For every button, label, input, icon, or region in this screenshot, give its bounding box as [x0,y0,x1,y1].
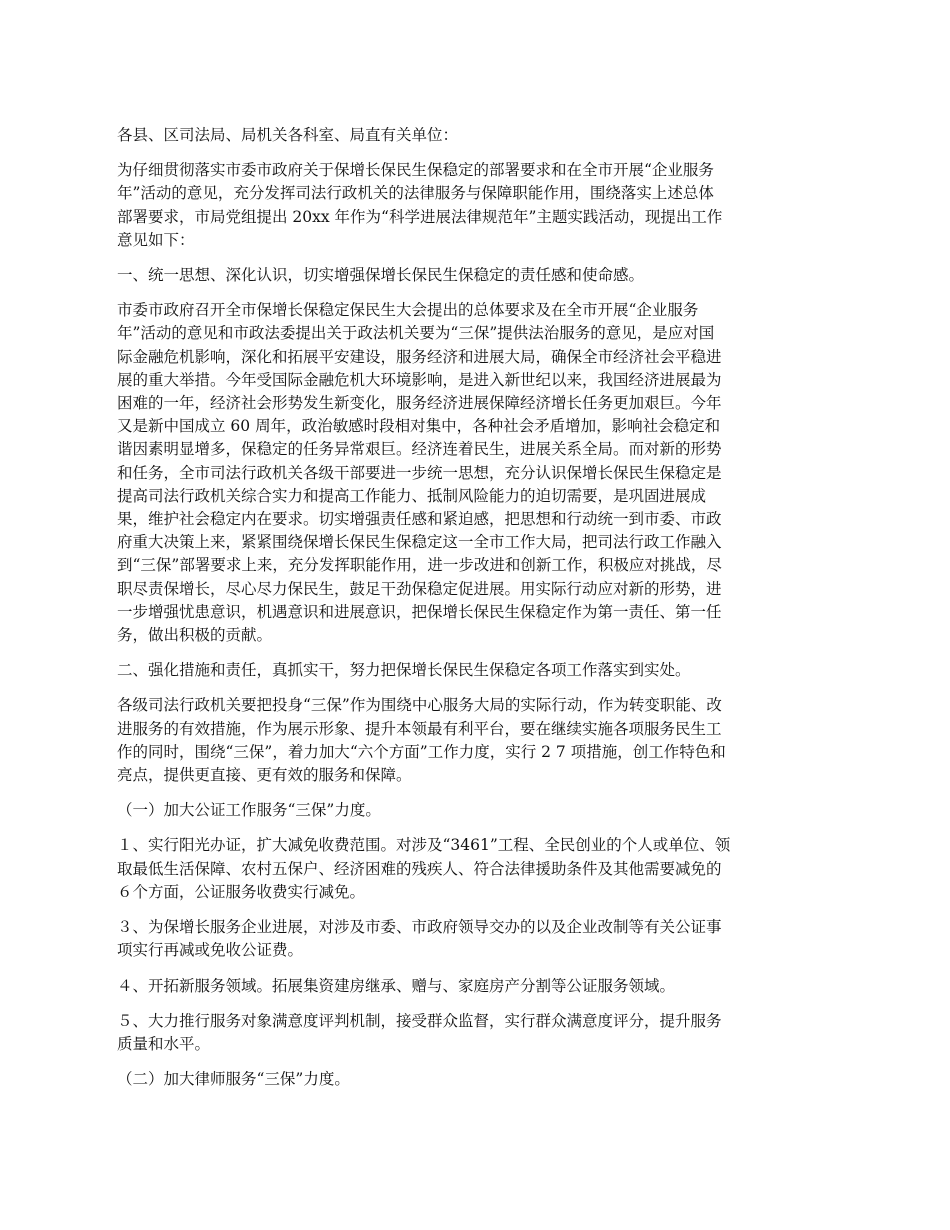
document-body [117,124,841,1103]
subsection-heading-2: （二）加大律师服务“三保”力度。 [117,1070,350,1089]
intro-paragraph: 为仔细贯彻落实市委市政府关于保增长保民生保稳定的部署要求和在全市开展“企业服务 年”活动的意见，充分发挥司法行政机关的法律服务与保障职能作用，围绕落实上述总体 部署要求，市局党组提出 20xx 年作为“科学进展法律规范年”主题实践活动，现提出工作 意见如下： [117,161,723,249]
salutation: 各县、区司法局、局机关各科室、局直有关单位： [117,126,459,144]
section-2-body: 各级司法行政机关要把投身“三保”作为围绕中心服务大局的实际行动，作为转变职能、改 进服务的有效措施，作为展示形象、提升本领最有利平台，要在继续实施各项服务民生工 作的同时，围绕“三保”，着力加大“六个方面”工作力度，实行 2 7 项措施，创工作特色和 亮点，提供更直接、更有效的服务和保障。 [117,696,726,785]
list-item-5: ５、大力推行服务对象满意度评判机制，接受群众监督，实行群众满意度评分，提升服务 质量和水平。 [117,1011,722,1053]
section-heading-1: 一、统一思想、深化认识，切实增强保增长保民生保稳定的责任感和使命感。 [117,266,645,285]
section-1-body: 市委市政府召开全市保增长保稳定保民生大会提出的总体要求及在全市开展“企业服务 年”活动的意见和市政法委提出关于政法机关要为“三保”提供法治服务的意见，是应对国 际金融危机影响，深化和拓展平安建设，服务经济和进展大局，确保全市经济社会平稳进 展的重大举措。今年受国际金融危机大环境影响，是进入新世纪以来，我国经济进展最为 困难的一年，经济社会形势发生新变化，服务经济进展保障经济增长任务更加艰巨。今年 又是新中国成立 60 周年，政治敏感时段相对集中，各种社会矛盾增加，影响社会稳定和 谐因素明显增多，保稳定的任务异常艰巨。经济连着民生，进展关系全局。而对新的形势 和任务，全市司法行政机关各级干部要进一步统一思想，充分认识保增长保民生保稳定是 提高司法行政机关综合实力和提高工作能力、抵制风险能力的迫切需要，是巩固进展成 果，维护社会稳定内在要求。切实增强责任感和紧迫感，把思想和行动统一到市委、市政 府重大决策上来，紧紧围绕保增长保民生保稳定这一全市工作大局，把司法行政工作融入 到“三保”部署要求上来，充分发挥职能作用，进一步改进和创新工作，积极应对挑战，尽 职尽责保增长，尽心尽力保民生，鼓足干劲保稳定促进展。用实际行动应对新的形势，进 一步增强忧患意识，机遇意识和进展意识，把保增长保民生保稳定作为第一责任、第一任 务，做出积极的贡献。 [117,301,722,645]
section-heading-2: 二、强化措施和责任，真抓实干，努力把保增长保民生保稳定各项工作落实到实处。 [117,661,691,680]
list-item-3: ３、为保增长服务企业进展，对涉及市委、市政府领导交办的以及企业改制等有关公证事 项实行再减或免收公证费。 [117,918,722,960]
list-item-1: １、实行阳光办证，扩大减免收费范围。对涉及“3461”工程、全民创业的个人或单位、领 取最低生活保障、农村五保户、经济困难的残疾人、符合法律援助条件及其他需要减免的 ６个方面，公证服务收费实行减免。 [117,836,731,901]
subsection-heading-1: （一）加大公证工作服务“三保”力度。 [117,801,381,820]
list-item-4: ４、开拓新服务领域。拓展集资建房继承、赠与、家庭房产分割等公证服务领域。 [117,976,676,995]
